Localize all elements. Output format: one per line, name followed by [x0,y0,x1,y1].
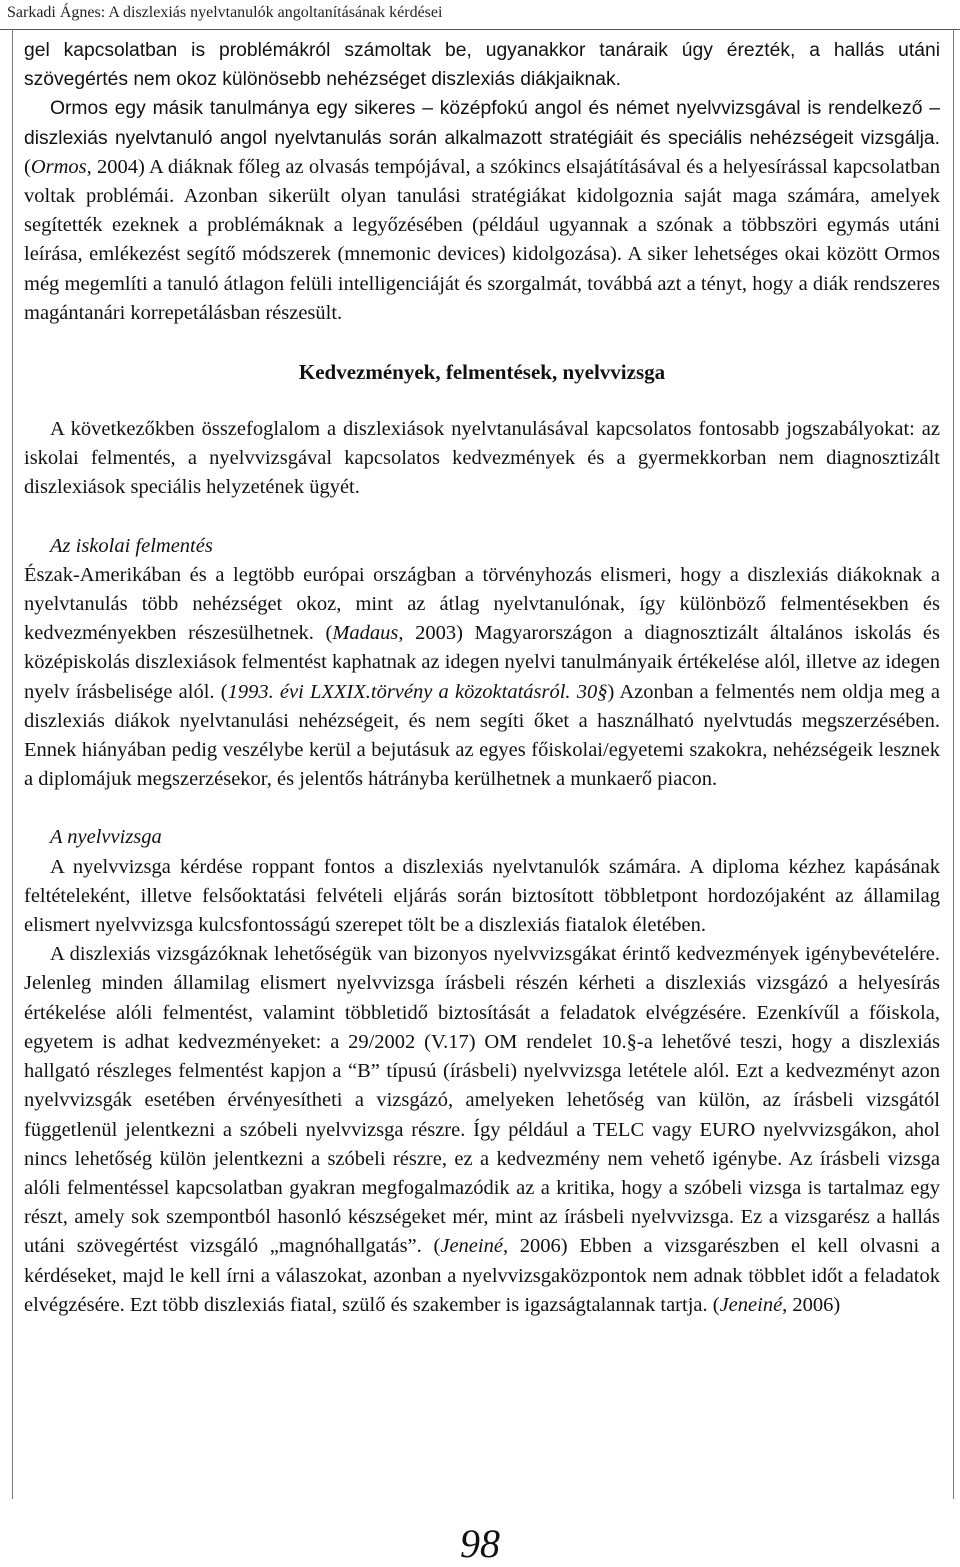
body-paragraph [24,94,940,328]
paragraph-text: , 2006) Ebben a vizsgarészben el kell olvasni a kérdéseket, majd le kell írni a válaszokat, azonban a nyelvvizsgaközpontok nem adnak többlet időt a feladatok elvégzésére. Ezt több diszlexiás fiatal, szülő és szakember is igazságtalannak tartja. ( [24,1235,940,1316]
page-number: 98 [460,1521,500,1566]
paragraph-text: Ormos egy másik tanulmánya egy sikeres – középfokú angol és német nyelvvizsgával is rendelkező – diszlexiás nyelvtanuló angol nyelvtanulás során alkalmazott stratégiáit és speciális nehézségeit vizsgálja. [24,98,940,149]
subsection-heading: A nyelvvizsga [50,826,162,849]
right-margin-rule [953,29,954,1499]
spacer [24,503,940,532]
citation-author: Madaus [332,622,399,645]
header-rule [0,29,960,30]
citation-author: Ormos [30,155,87,178]
spacer [24,794,940,823]
citation-author: Jeneiné [440,1235,503,1258]
body-paragraph [24,36,940,94]
paren-open: ( [24,155,31,178]
paragraph-text: ) Azonban a felmentés nem oldja meg a diszlexiás diákok nyelvtanulási nehézségeit, és nem segíti őket a használható nyelvtudás megszerzésében. Ennek hiányában pedig veszélybe kerül a bejutásuk az egyes főiskolai/egyetemi szakokra, nehézségeik lesznek a diplomájuk megszerzésekor, és jelentős hátrányba kerülhetnek a munkaerő piacon. [24,680,940,791]
paragraph-text: Észak-Amerikában és a legtöbb európai országban a törvényhozás elismeri, hogy a diszlexiás diákoknak a nyelvtanulás több nehézséget okoz, mint az átlag nyelvtanulónak, így különböző felmentésekben és kedvezményekben részesülhetnek. ( [24,563,940,645]
spacer [24,328,940,358]
citation-law: 1993. évi LXXIX.törvény a közoktatásról. 30§ [227,680,608,703]
paragraph-text: , 2006) [782,1293,841,1316]
running-header [0,0,960,30]
paragraph-text: gel kapcsolatban is problémákról számoltak be, ugyanakkor tanáraik úgy érezték, a hallás utáni szövegértés nem okoz különösebb nehézséget diszlexiás diákjaiknak. [24,40,940,91]
page-body [24,36,940,1320]
spacer [24,387,940,415]
paragraph-text: , 2003) Magyarországon a diagnosztizált általános iskolás és középiskolás diszlexiások felmentést kaphatnak az idegen nyelvi tanulmányaik értékelése alól, illetve az idegen nyelv írásbelisége alól. ( [24,622,940,703]
body-paragraph [24,561,940,795]
running-title: Sarkadi Ágnes: A diszlexiás nyelvtanulók angoltanításának kérdései [7,4,443,21]
citation-author: Jeneiné [719,1293,783,1316]
body-paragraph [24,940,940,1320]
paragraph-text: , 2004) A diáknak főleg az olvasás tempójával, a szókincs elsajátításával és a helyesírással kapcsolatban voltak problémái. Azonban sikerült olyan tanulási stratégiákat kidolgoznia saját maga számára, amelyek segítették ezeknek a problémáknak a legyőzésében (például ugyannak a szónak a többszöri egymás utáni leírása, emlékezést segítő módszerek (mnemonic devices) kidolgozása). A siker lehetséges okai között Ormos még megemlíti a tanuló átlagon felüli intelligenciáját és szorgalmát, továbbá azt a tényt, hogy a diák rendszeres magántanári korrepetálásban részesült. [24,155,940,324]
left-margin-rule [12,29,13,1499]
subsection-heading: Az iskolai felmentés [50,534,213,557]
paragraph-text: A diszlexiás vizsgázóknak lehetőségük van bizonyos nyelvvizsgákat érintő kedvezmények igénybevételére. Jelenleg minden államilag elismert nyelvvizsga írásbeli részén kérheti a diszlexiás vizsgázó a helyesírás értékelése alóli felmentést, valamint többletidő biztosítását a feladatok elvégzésére. Ezenkívűl a főiskola, egyetem is adhat kedvezményeket: a 29/2002 (V.17) OM rendelet 10.§-a lehetővé teszi, hogy a diszlexiás hallgató részleges felmentést kapjon a “B” típusú (írásbeli) nyelvvizsga letétele alól. Ezt a kedvezményt azon nyelvvizsgák esetében érvényesítheti a vizsgázó, amelyeken lehetőség van külön, az írásbeli vizsgától függetlenül jelentkezni a szóbeli nyelvvizsga részre. Így például a TELC vagy EURO nyelvvizsgákon, ahol nincs lehetőség külön jelentkezni a szóbeli részre, ez a kedvezmény nem vehető igénybe. Az írásbeli vizsga alóli felmentéssel kapcsolatban gyakran megfogalmazódik az a kritika, hogy a szóbeli vizsga is tartalmaz egy részt, amely sok szempontból hasonló készségeket mér, mint az írásbeli nyelvvizsga. Ez a vizsgarész a hallás utáni szövegértést vizsgáló „magnóhallgatás”. ( [24,943,940,1258]
section-intro: A következőkben összefoglalom a diszlexiások nyelvtanulásával kapcsolatos fontosabb jogszabályokat: az iskolai felmentés, a nyelvvizsgával kapcsolatos kedvezmények és a gyermekkorban nem diagnosztizált diszlexiások speciális helyzetének ügyét. [24,418,940,499]
body-paragraph: A nyelvvizsga kérdése roppant fontos a diszlexiás nyelvtanulók számára. A diploma kézhez kapásának feltételeként, illetve felsőoktatási felvételi eljárás során biztosított többletpont hordozójaként az államilag elismert nyelvvizsga kulcsfontosságú szerepet tölt be a diszlexiás fiatalok életében. [24,855,940,937]
section-title: Kedvezmények, felmentések, nyelvvizsga [298,360,666,385]
